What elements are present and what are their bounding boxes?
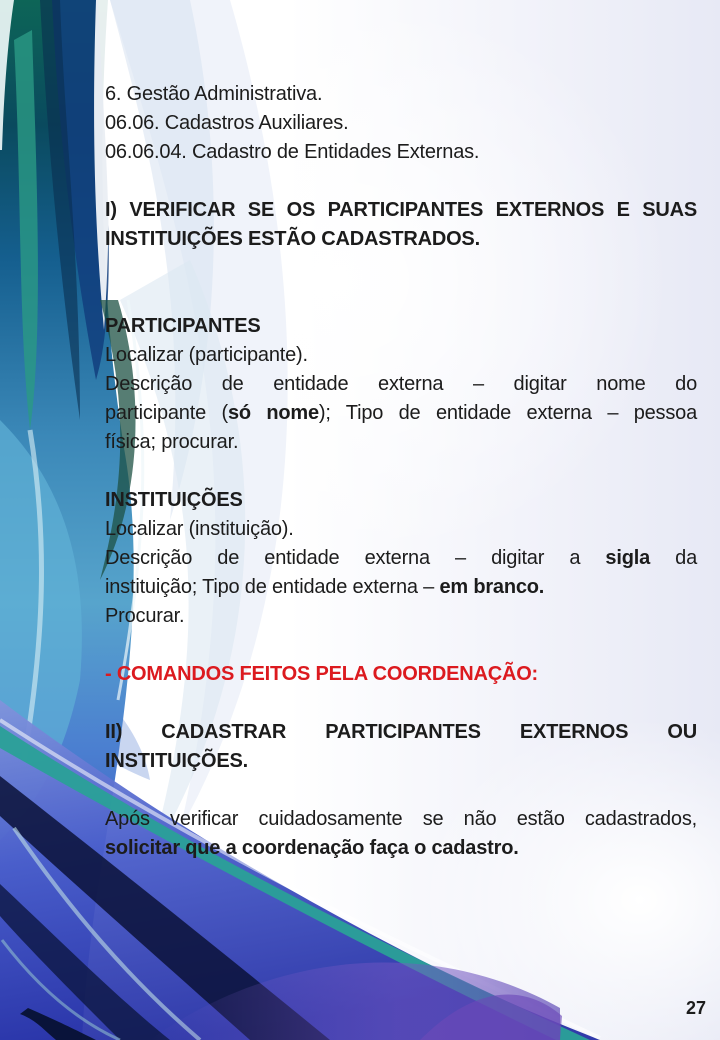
text-line [105,573,697,602]
text-line [105,428,697,457]
text-segment: Descrição de entidade externa – digitar nome do [105,373,697,395]
text-segment: INSTITUIÇÕES [105,489,243,511]
text-segment: Procurar. [105,605,185,627]
text-segment: física; procurar. [105,431,239,453]
text-segment: 06.06. Cadastros Auxiliares. [105,112,349,134]
text-segment: INSTITUIÇÕES ESTÃO CADASTRADOS. [105,228,480,250]
text-segment: Localizar (participante). [105,344,308,366]
text-segment: só nome [227,402,319,424]
text-segment: da [650,547,698,569]
text-segment: II) CADASTRAR PARTICIPANTES EXTERNOS OU [105,721,697,743]
text-line [105,515,697,544]
text-line [105,660,697,689]
text-segment: 06.06.04. Cadastro de Entidades Externas. [105,141,480,163]
text-line [105,834,697,863]
text-segment: Localizar (instituição). [105,518,294,540]
blank-line [105,689,697,718]
blank-line [105,631,697,660]
page-number: 27 [685,998,706,1018]
text-segment: I) VERIFICAR SE OS PARTICIPANTES EXTERNOS E SUAS [105,199,697,221]
text-segment: 6. Gestão Administrativa. [105,83,323,105]
text-segment: Após verificar cuidadosamente se não estão cadastrados, [105,808,697,830]
text-line [105,747,697,776]
text-segment: instituição; Tipo de entidade externa – [105,576,440,598]
text-line [105,486,697,515]
text-segment: INSTITUIÇÕES. [105,750,248,772]
slide-text [105,80,697,863]
blank-line [105,167,697,196]
text-segment: - COMANDOS FEITOS PELA COORDENAÇÃO: [105,663,539,685]
text-line [105,602,697,631]
text-line [105,544,697,573]
text-segment: ); Tipo de entidade externa – pessoa [318,402,698,424]
text-line [105,399,697,428]
text-segment: participante ( [105,402,228,424]
text-line [105,370,697,399]
text-line [105,80,697,109]
text-line [105,805,697,834]
blank-line [105,457,697,486]
text-line [105,312,697,341]
text-line [105,109,697,138]
text-segment: PARTICIPANTES [105,315,261,337]
text-segment: solicitar que a coordenação faça o cadastro. [105,837,519,859]
blank-line [105,283,697,312]
text-line [105,196,697,225]
text-line [105,718,697,747]
text-segment: sigla [605,547,650,569]
blank-line [105,776,697,805]
text-line [105,225,697,254]
text-segment: Descrição de entidade externa – digitar a [105,547,606,569]
text-line [105,138,697,167]
text-segment: em branco. [439,576,545,598]
blank-line [105,254,697,283]
text-line [105,341,697,370]
